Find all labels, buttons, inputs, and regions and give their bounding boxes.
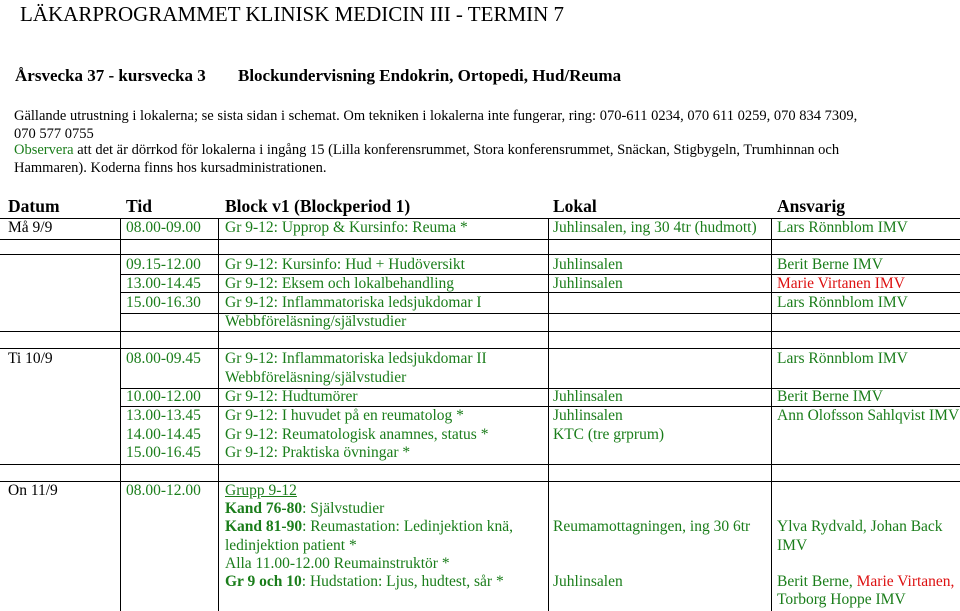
row-room-2: Juhlinsalen [553,573,623,590]
header-tid: Tid [126,196,152,216]
table-col-line [218,218,219,611]
observe-line-2: Hammaren). Koderna finns hos kursadministrationen. [14,160,327,176]
row-block: Gr 9-12: Inflammatoriska ledsjukdomar II [225,350,487,367]
info-line-2: 070 577 0755 [14,126,94,142]
row-time: 08.00-09.45 [126,350,201,367]
header-datum: Datum [8,196,60,216]
row-responsible: Ann Olofsson Sahlqvist IMV [777,407,960,424]
row-responsible: Berit Berne IMV [777,388,883,405]
gr-desc: : Hudstation: Ljus, hudtest, sår * [301,573,504,590]
row-block: Gr 9-12: Upprop & Kursinfo: Reuma * [225,219,468,236]
row-time: 13.00-14.45 [126,275,201,292]
gr-line [225,573,504,591]
observe-text: att det är dörrkod för lokalerna i ingång 15 (Lilla konferensrummet, Stora konferensrummet, Snäckan, Stigbygeln, Trumhinnan och [73,142,840,158]
row-room: Juhlinsalen, ing 30 4tr (hudmott) [553,219,757,236]
responsible-name-2: Marie Virtanen, [856,573,955,590]
table-line [0,348,960,349]
row-responsible: Lars Rönnblom IMV [777,350,908,367]
header-block: Block v1 (Blockperiod 1) [225,196,411,216]
row-time: 15.00-16.30 [126,294,201,311]
group-label: Grupp 9-12 [225,482,297,499]
row-date: On 11/9 [8,482,58,499]
row-room: Juhlinsalen [553,388,623,405]
row-responsible: Berit Berne IMV [777,256,883,273]
block-title: Blockundervisning Endokrin, Ortopedi, Hud/Reuma [238,66,622,85]
kand-desc: : Självstudier [302,500,385,517]
row-time: 10.00-12.00 [126,388,201,405]
row-block: Gr 9-12: Eksem och lokalbehandling [225,275,455,292]
row-block-3: Gr 9-12: Praktiska övningar * [225,444,411,461]
table-line [0,254,960,255]
row-time: 08.00-09.00 [126,219,201,236]
row-block-2: Gr 9-12: Reumatologisk anamnes, status * [225,426,489,443]
row-room: Juhlinsalen [553,256,623,273]
kand-line-2 [225,518,513,536]
row-date: Ti 10/9 [8,350,53,367]
table-line [0,464,960,465]
week-label: Årsvecka 37 - kursvecka 3 [15,66,206,85]
kand-desc: : Reumastation: Ledinjektion knä, [302,518,514,535]
row-block-2: Webbföreläsning/självstudier [225,369,407,386]
row-time: 13.00-13.45 [126,407,201,424]
kand-range: Kand 76-80 [225,500,303,517]
row-block: Gr 9-12: Kursinfo: Hud + Hudöversikt [225,256,465,273]
kand-line-3: ledinjektion patient * [225,537,357,554]
alla-line: Alla 11.00-12.00 Reumainstruktör * [225,555,450,572]
row-responsible-4: Torborg Hoppe IMV [777,591,906,608]
row-room: Juhlinsalen [553,275,623,292]
header-ansvarig: Ansvarig [777,196,846,216]
row-room-2: KTC (tre grprum) [553,426,665,443]
row-time-3: 15.00-16.45 [126,444,201,461]
row-room: Juhlinsalen [553,407,623,424]
row-responsible-2: IMV [777,537,808,554]
row-block: Gr 9-12: Inflammatoriska ledsjukdomar I [225,294,482,311]
kand-line-1 [225,500,384,518]
row-responsible: Lars Rönnblom IMV [777,219,908,236]
gr-range: Gr 9 och 10 [225,573,302,590]
kand-range: Kand 81-90 [225,518,303,535]
row-block-2: Webbföreläsning/självstudier [225,313,407,330]
responsible-name: Berit Berne, [777,573,857,590]
row-time: 09.15-12.00 [126,256,201,273]
row-responsible: Ylva Rydvald, Johan Back [777,518,943,535]
row-block: Gr 9-12: Hudtumörer [225,388,358,405]
page-title: LÄKARPROGRAMMET KLINISK MEDICIN III - TERMIN 7 [20,2,565,26]
row-room: Reumamottagningen, ing 30 6tr [553,518,751,535]
table-line [0,331,960,332]
info-line: Gällande utrustning i lokalerna; se sista sidan i schemat. Om tekniken i lokalerna inte fungerar, ring: 070-611 0234, 070 611 0259, 070 834 7309, [14,108,858,124]
observe-line [14,142,839,159]
row-date: Må 9/9 [8,219,53,236]
row-responsible-3 [777,573,954,591]
row-responsible: Marie Virtanen IMV [777,275,905,292]
table-line [0,239,960,240]
table-col-line [548,218,549,611]
row-responsible: Lars Rönnblom IMV [777,294,908,311]
table-col-line [120,218,121,611]
observe-word: Observera [14,142,74,158]
row-time: 08.00-12.00 [126,482,201,499]
table-col-line [771,218,772,611]
row-block: Gr 9-12: I huvudet på en reumatolog * [225,407,464,424]
header-lokal: Lokal [553,196,597,216]
row-time-2: 14.00-14.45 [126,426,201,443]
